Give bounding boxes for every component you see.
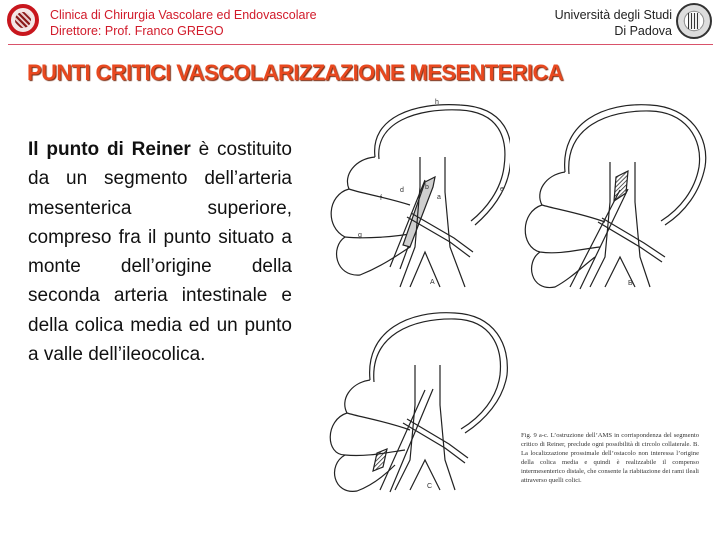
label-f: f <box>380 195 382 202</box>
body-paragraph <box>28 135 292 369</box>
figure-caption: Fig. 9 a-c. L’ostruzione dell’AMS in corrispondenza del segmento critico di Reiner, preclude ogni possibilità di circolo collaterale. B. La localizzazione prossimale dell’ostacolo non interessa l’origine della colica media e quindi è realizzabile il compenso intermesenterico distale, che consente la riabitazione dei rami ileali attraverso quelli colici. <box>521 432 699 484</box>
diagram-panel-b <box>510 97 715 292</box>
clinic-info <box>50 7 317 39</box>
header-divider <box>8 44 713 45</box>
body-text-rest: è costituito da un segmento dell’arteria mesenterica superiore, compreso fra il punto situato a monte dell’origine della seconda arteria intestinale e della colica media ed un punto a valle dell’ileocolica. <box>28 139 292 366</box>
slide-title: PUNTI CRITICI VASCOLARIZZAZIONE MESENTERICA <box>27 60 564 85</box>
university-name: Università degli Studi <box>554 8 672 22</box>
label-e: e <box>500 186 504 193</box>
label-a: a <box>437 194 441 201</box>
diagram-panel-c <box>315 305 515 495</box>
slide-header <box>0 0 720 46</box>
diagram-panel-a <box>315 97 520 292</box>
clinic-logo-icon <box>7 4 39 36</box>
university-info <box>555 7 672 39</box>
panel-label-c: C <box>427 483 433 490</box>
label-g: g <box>358 232 362 239</box>
label-d: d <box>400 187 404 194</box>
panel-label-b: B <box>628 280 633 287</box>
university-city: Di Padova <box>614 24 672 38</box>
university-seal-icon <box>676 3 712 39</box>
label-b: b <box>425 184 429 191</box>
panel-label-a: A <box>430 279 435 286</box>
clinic-name: Clinica di Chirurgia Vascolare ed Endovascolare <box>50 8 317 22</box>
body-bold-term: Il punto di Reiner <box>28 139 191 160</box>
clinic-director: Direttore: Prof. Franco GREGO <box>50 24 224 38</box>
label-h: h <box>435 99 439 106</box>
